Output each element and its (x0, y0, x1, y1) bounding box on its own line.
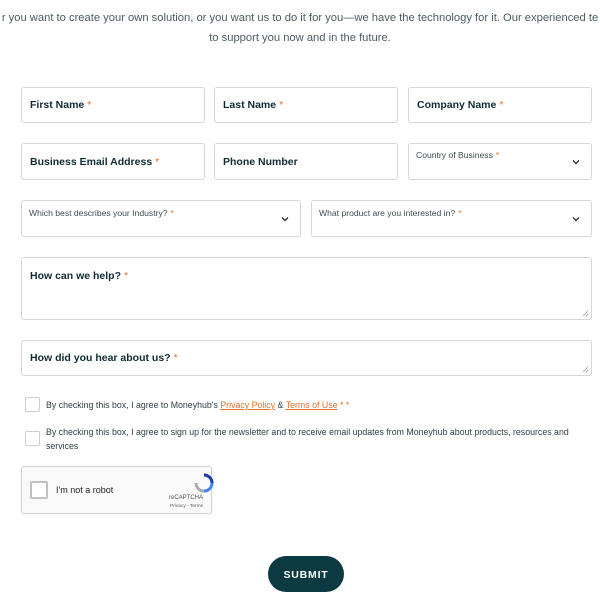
first-name-field[interactable] (21, 87, 205, 123)
intro-line-1: r you want to create your own solution, or you want us to do it for you—we have the technology for it. Our experienced te (1, 12, 599, 24)
company-name-field[interactable] (408, 87, 592, 123)
chevron-down-icon (280, 214, 290, 224)
resize-grip-icon[interactable] (582, 366, 589, 373)
company-name-label: Company Name * (417, 99, 504, 111)
recaptcha-logo-icon (191, 473, 217, 493)
recaptcha-label: I'm not a robot (56, 485, 114, 495)
intro-text (0, 8, 600, 48)
last-name-field[interactable] (214, 87, 398, 123)
intro-line-2: to support you now and in the future. (209, 32, 391, 44)
first-name-label: First Name * (30, 99, 92, 111)
help-textarea[interactable] (21, 257, 592, 320)
industry-select[interactable] (21, 200, 301, 237)
business-email-label: Business Email Address * (30, 156, 160, 168)
recaptcha-links[interactable]: Privacy - Terms (170, 504, 203, 509)
recaptcha-checkbox[interactable] (30, 481, 48, 499)
last-name-label: Last Name * (223, 99, 284, 111)
chevron-down-icon (571, 157, 581, 167)
resize-grip-icon[interactable] (582, 310, 589, 317)
recaptcha-widget (21, 466, 212, 514)
hear-about-label: How did you hear about us? * (30, 352, 178, 364)
product-label: What product are you interested in? * (319, 208, 462, 218)
help-label: How can we help? * (30, 270, 129, 282)
phone-number-field[interactable] (214, 143, 398, 180)
country-select[interactable] (408, 143, 592, 180)
submit-button[interactable]: SUBMIT (268, 556, 344, 592)
hear-about-textarea[interactable] (21, 340, 592, 376)
business-email-field[interactable] (21, 143, 205, 180)
chevron-down-icon (571, 214, 581, 224)
recaptcha-brand: reCAPTCHA (168, 495, 203, 501)
country-label: Country of Business * (416, 150, 500, 160)
industry-label: Which best describes your Industry? * (29, 208, 174, 218)
newsletter-checkbox[interactable] (25, 431, 40, 446)
privacy-policy-link[interactable]: Privacy Policy (220, 400, 276, 410)
product-select[interactable] (311, 200, 592, 237)
terms-checkbox[interactable] (25, 397, 40, 412)
terms-of-use-link[interactable]: Terms of Use (285, 400, 338, 410)
required-marker: * * (339, 400, 350, 410)
phone-number-label: Phone Number (223, 156, 298, 168)
terms-consent-text: By checking this box, I agree to Moneyhub's Privacy Policy & Terms of Use * * (46, 400, 350, 410)
newsletter-consent-text: By checking this box, I agree to sign up for the newsletter and to receive email updates from Moneyhub about products, resources and services (46, 427, 569, 451)
